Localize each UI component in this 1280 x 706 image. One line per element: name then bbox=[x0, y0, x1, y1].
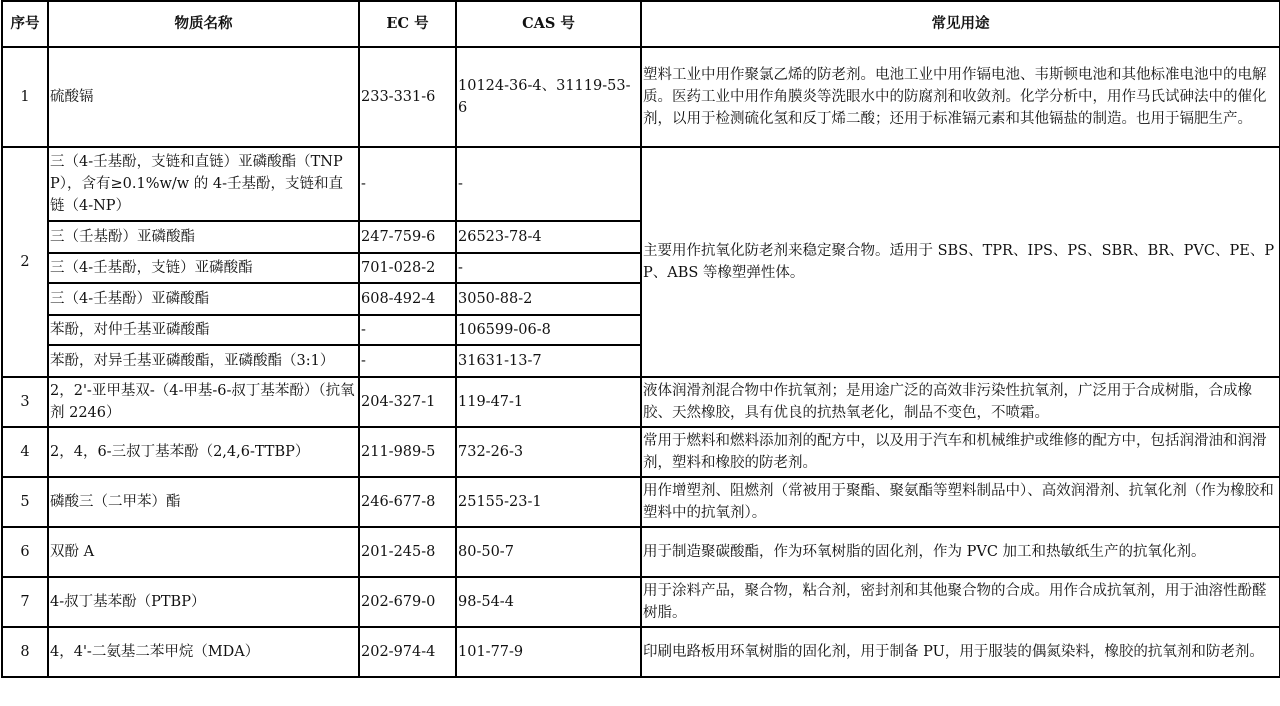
substance-name: 三（4-壬基酚）亚磷酸酯 bbox=[48, 283, 359, 315]
common-use: 印刷电路板用环氧树脂的固化剂，用于制备 PU，用于服装的偶氮染料，橡胶的抗氧剂和防老剂。 bbox=[641, 627, 1280, 677]
common-use: 常用于燃料和燃料添加剂的配方中，以及用于汽车和机械维护或维修的配方中，包括润滑油和润滑剂，塑料和橡胶的防老剂。 bbox=[641, 427, 1280, 477]
header-ec: EC 号 bbox=[359, 1, 456, 47]
cas-number: 101-77-9 bbox=[456, 627, 641, 677]
cas-number: 25155-23-1 bbox=[456, 477, 641, 527]
substance-name: 4，4'-二氨基二苯甲烷（MDA） bbox=[48, 627, 359, 677]
row-no: 6 bbox=[2, 527, 48, 577]
substance-name: 苯酚，对异壬基亚磷酸酯，亚磷酸酯（3:1） bbox=[48, 345, 359, 377]
table-row bbox=[2, 427, 1280, 477]
row-no: 1 bbox=[2, 47, 48, 147]
header-cas: CAS 号 bbox=[456, 1, 641, 47]
substance-name: 4-叔丁基苯酚（PTBP） bbox=[48, 577, 359, 627]
ec-number: 608-492-4 bbox=[359, 283, 456, 315]
substance-table bbox=[1, 0, 1280, 678]
cas-number: 80-50-7 bbox=[456, 527, 641, 577]
ec-number: 233-331-6 bbox=[359, 47, 456, 147]
substance-name: 2，2'-亚甲基双-（4-甲基-6-叔丁基苯酚）（抗氧剂 2246） bbox=[48, 377, 359, 427]
substance-name: 苯酚，对仲壬基亚磷酸酯 bbox=[48, 315, 359, 345]
ec-number: 202-679-0 bbox=[359, 577, 456, 627]
row-no: 4 bbox=[2, 427, 48, 477]
substance-name: 三（4-壬基酚，支链）亚磷酸酯 bbox=[48, 253, 359, 283]
cas-number: 26523-78-4 bbox=[456, 221, 641, 253]
header-use: 常见用途 bbox=[641, 1, 1280, 47]
cas-number: - bbox=[456, 147, 641, 221]
table-row bbox=[2, 627, 1280, 677]
ec-number: 201-245-8 bbox=[359, 527, 456, 577]
row-no: 8 bbox=[2, 627, 48, 677]
table-row bbox=[2, 377, 1280, 427]
ec-number: 246-677-8 bbox=[359, 477, 456, 527]
table-row bbox=[2, 147, 1280, 221]
substance-name: 双酚 A bbox=[48, 527, 359, 577]
table-row bbox=[2, 477, 1280, 527]
ec-number: 701-028-2 bbox=[359, 253, 456, 283]
substance-name: 2，4，6-三叔丁基苯酚（2,4,6-TTBP） bbox=[48, 427, 359, 477]
cas-number: 106599-06-8 bbox=[456, 315, 641, 345]
cas-number: 98-54-4 bbox=[456, 577, 641, 627]
header-no: 序号 bbox=[2, 1, 48, 47]
common-use: 液体润滑剂混合物中作抗氧剂；是用途广泛的高效非污染性抗氧剂，广泛用于合成树脂，合成橡胶、天然橡胶，具有优良的抗热氧老化，制品不变色，不喷霜。 bbox=[641, 377, 1280, 427]
common-use: 塑料工业中用作聚氯乙烯的防老剂。电池工业中用作镉电池、韦斯顿电池和其他标准电池中的电解质。医药工业中用作角膜炎等洗眼水中的防腐剂和收敛剂。化学分析中，用作马氏试砷法中的催化剂，以用于检测硫化氢和反丁烯二酸；还用于标准镉元素和其他镉盐的制造。也用于镉肥生产。 bbox=[641, 47, 1280, 147]
cas-number: 10124-36-4、31119-53-6 bbox=[456, 47, 641, 147]
cas-number: 732-26-3 bbox=[456, 427, 641, 477]
substance-name: 磷酸三（二甲苯）酯 bbox=[48, 477, 359, 527]
table-row bbox=[2, 577, 1280, 627]
ec-number: 211-989-5 bbox=[359, 427, 456, 477]
row-no: 2 bbox=[2, 147, 48, 377]
ec-number: 247-759-6 bbox=[359, 221, 456, 253]
cas-number: - bbox=[456, 253, 641, 283]
ec-number: - bbox=[359, 147, 456, 221]
row-no: 7 bbox=[2, 577, 48, 627]
table-header-row bbox=[2, 1, 1280, 47]
common-use: 主要用作抗氧化防老剂来稳定聚合物。适用于 SBS、TPR、IPS、PS、SBR、BR、PVC、PE、PP、ABS 等橡塑弹性体。 bbox=[641, 147, 1280, 377]
row-no: 5 bbox=[2, 477, 48, 527]
common-use: 用于制造聚碳酸酯，作为环氧树脂的固化剂，作为 PVC 加工和热敏纸生产的抗氧化剂。 bbox=[641, 527, 1280, 577]
ec-number: 204-327-1 bbox=[359, 377, 456, 427]
ec-number: - bbox=[359, 315, 456, 345]
table-row bbox=[2, 47, 1280, 147]
header-name: 物质名称 bbox=[48, 1, 359, 47]
cas-number: 119-47-1 bbox=[456, 377, 641, 427]
cas-number: 3050-88-2 bbox=[456, 283, 641, 315]
common-use: 用于涂料产品，聚合物，粘合剂，密封剂和其他聚合物的合成。用作合成抗氧剂，用于油溶性酚醛树脂。 bbox=[641, 577, 1280, 627]
row-no: 3 bbox=[2, 377, 48, 427]
ec-number: - bbox=[359, 345, 456, 377]
common-use: 用作增塑剂、阻燃剂（常被用于聚酯、聚氨酯等塑料制品中）、高效润滑剂、抗氧化剂（作为橡胶和塑料中的抗氧剂）。 bbox=[641, 477, 1280, 527]
substance-name: 硫酸镉 bbox=[48, 47, 359, 147]
cas-number: 31631-13-7 bbox=[456, 345, 641, 377]
table-row bbox=[2, 527, 1280, 577]
ec-number: 202-974-4 bbox=[359, 627, 456, 677]
substance-name: 三（4-壬基酚，支链和直链）亚磷酸酯（TNPP），含有≥0.1%w/w 的 4-壬基酚，支链和直链（4-NP） bbox=[48, 147, 359, 221]
substance-name: 三（壬基酚）亚磷酸酯 bbox=[48, 221, 359, 253]
